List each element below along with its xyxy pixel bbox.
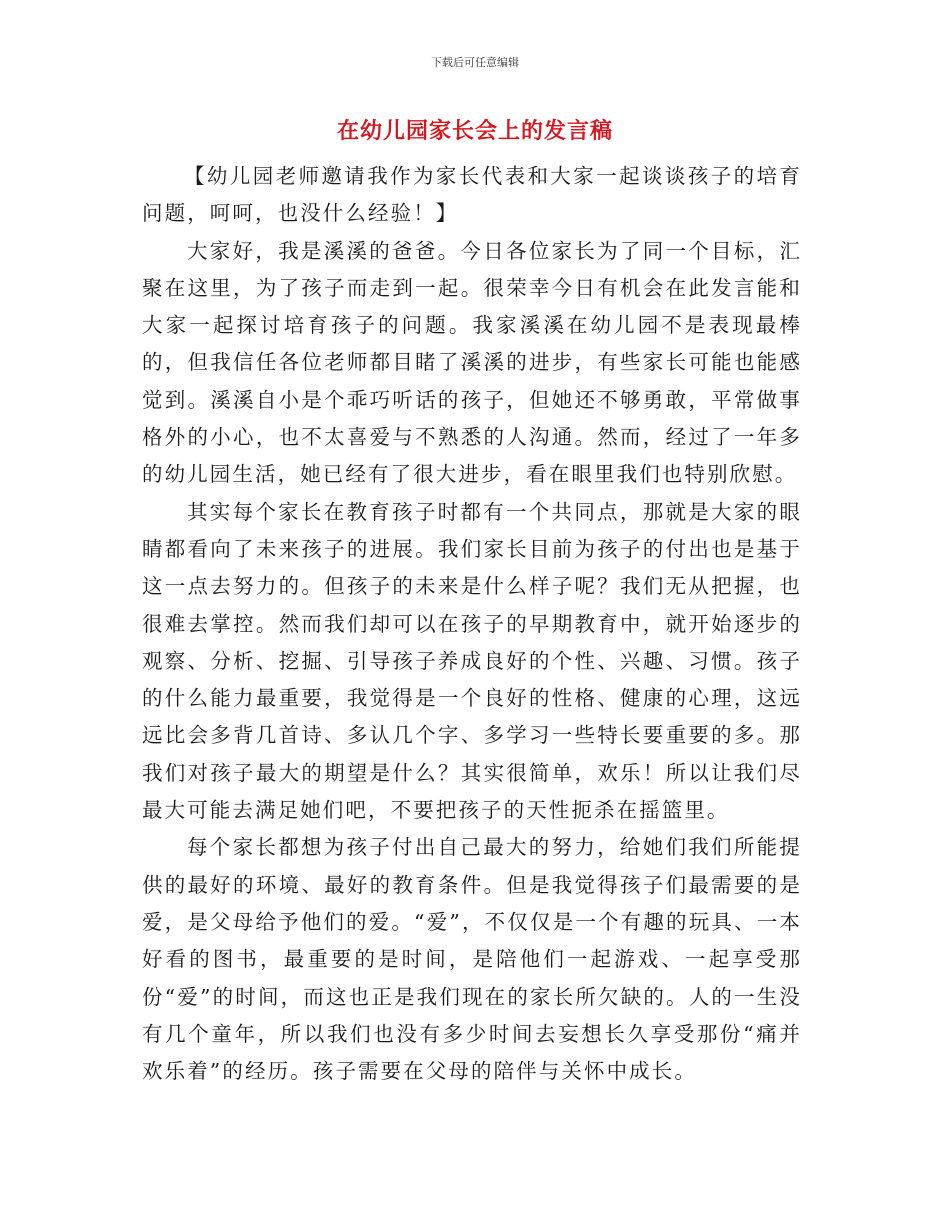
paragraph-education: 其实每个家长在教育孩子时都有一个共同点，那就是大家的眼睛都看向了未来孩子的进展。我们家长目前为孩子的付出也是基于这一点去努力的。但孩子的未来是什么样子呢？我们无从把握，也很难去掌控。然而我们却可以在孩子的早期教育中，就开始逐步的观察、分析、挖掘、引导孩子养成良好的个性、兴趣、习惯。孩子的什么能力最重要，我觉得是一个良好的性格、健康的心理，这远远比会多背几首诗、多认几个字、多学习一些特长要重要的多。那我们对孩子最大的期望是什么？其实很简单，欢乐！所以让我们尽最大可能去满足她们吧，不要把孩子的天性扼杀在摇篮里。	[142, 499, 802, 823]
paragraph-greeting: 大家好，我是溪溪的爸爸。今日各位家长为了同一个目标，汇聚在这里，为了孩子而走到一起。很荣幸今日有机会在此发言能和大家一起探讨培育孩子的问题。我家溪溪在幼儿园不是表现最棒的，但我信任各位老师都目睹了溪溪的进步，有些家长可能也能感觉到。溪溪自小是个乖巧听话的孩子，但她还不够勇敢，平常做事格外的小心，也不太喜爱与不熟悉的人沟通。然而，经过了一年多的幼儿园生活，她已经有了很大进步，看在眼里我们也特别欣慰。	[142, 238, 802, 487]
page-header-note: 下载后可任意编辑	[431, 56, 519, 69]
document-title: 在幼儿园家长会上的发言稿	[336, 119, 613, 144]
paragraph-love: 每个家长都想为孩子付出自己最大的努力，给她们我们所能提供的最好的环境、最好的教育条件。但是我觉得孩子们最需要的是爱，是父母给予他们的爱。“爱”，不仅仅是一个有趣的玩具、一本好看的图书，最重要的是时间，是陪他们一起游戏、一起享受那份“爱”的时间，而这也正是我们现在的家长所欠缺的。人的一生没有几个童年，所以我们也没有多少时间去妄想长久享受那份“痛并欢乐着”的经历。孩子需要在父母的陪伴与关怀中成长。	[142, 835, 802, 1084]
paragraph-intro: 【幼儿园老师邀请我作为家长代表和大家一起谈谈孩子的培育问题，呵呵，也没什么经验！】	[142, 164, 802, 226]
document-body	[142, 158, 802, 1090]
